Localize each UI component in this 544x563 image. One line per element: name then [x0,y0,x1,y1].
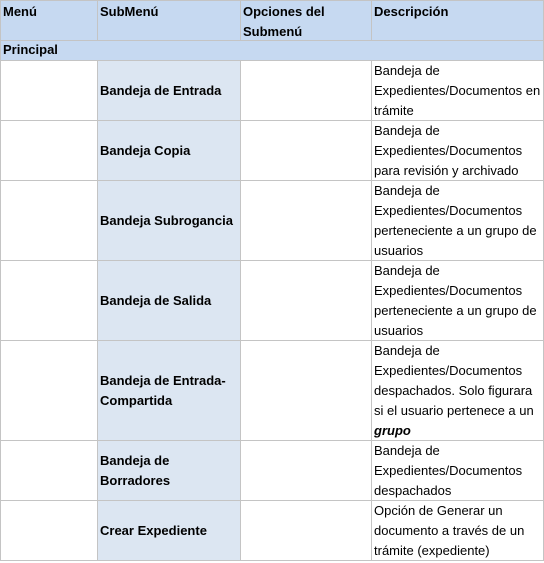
header-options: Opciones del Submenú [240,1,371,40]
description-cell [371,341,544,440]
description-text: Bandeja de Expedientes/Documentos despachados. Solo figurara si el usuario pertenece a un [374,343,534,418]
options-cell [240,441,371,500]
description-cell: Bandeja de Expedientes/Documentos en trámite [371,61,544,120]
options-cell [240,261,371,340]
description-cell: Bandeja de Expedientes/Documentos perteneciente a un grupo de usuarios [371,181,544,260]
section-row [0,41,544,61]
submenu-cell: Bandeja Subrogancia [97,181,240,260]
description-cell: Bandeja de Expedientes/Documentos para revisión y archivado [371,121,544,180]
table-row [0,121,544,181]
table-header-row [0,0,544,41]
submenu-cell: Bandeja de Entrada [97,61,240,120]
submenu-cell: Bandeja de Borradores [97,441,240,500]
section-label: Principal [0,41,544,60]
menu-cell [0,61,97,120]
menu-cell [0,261,97,340]
header-description: Descripción [371,1,544,40]
table-row [0,61,544,121]
description-emphasis: grupo [374,423,411,438]
description-cell: Bandeja de Expedientes/Documentos perteneciente a un grupo de usuarios [371,261,544,340]
table-row [0,341,544,441]
menu-cell [0,441,97,500]
description-cell: Bandeja de Expedientes/Documentos despachados [371,441,544,500]
submenu-cell: Bandeja Copia [97,121,240,180]
table-row [0,181,544,261]
submenu-cell: Bandeja de Salida [97,261,240,340]
header-menu: Menú [0,1,97,40]
options-cell [240,181,371,260]
menu-cell [0,181,97,260]
submenu-cell: Crear Expediente [97,501,240,560]
description-cell: Opción de Generar un documento a través de un trámite (expediente) [371,501,544,560]
table-row [0,261,544,341]
submenu-cell: Bandeja de Entrada-Compartida [97,341,240,440]
menu-cell [0,341,97,440]
header-submenu: SubMenú [97,1,240,40]
table-row [0,441,544,501]
options-cell [240,121,371,180]
options-cell [240,61,371,120]
menu-cell [0,501,97,560]
menu-cell [0,121,97,180]
options-cell [240,501,371,560]
options-cell [240,341,371,440]
table-row [0,501,544,561]
